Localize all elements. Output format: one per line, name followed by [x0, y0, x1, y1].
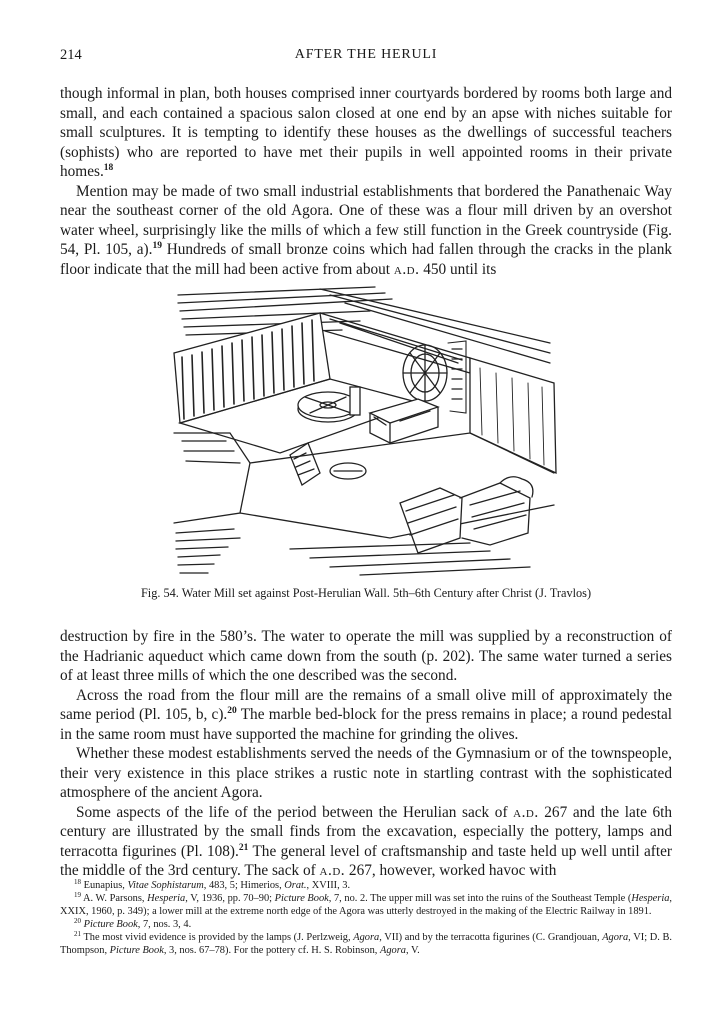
paragraph-olive-mill: Across the road from the flour mill are the remains of a small olive mill of approximately the same period (Pl. 105, b, c).$^{20}$ The marble bed-block for the press remains in place; a round pedestal in the same room must have supported the machine for grinding the olives.	[60, 686, 672, 743]
footnotes	[60, 880, 672, 957]
running-title: AFTER THE HERULI	[294, 47, 438, 62]
footnote-20: $^{20}$ Picture Book, 7, nos. 3, 4.	[74, 916, 192, 930]
footnote-19: $^{19}$ A. W. Parsons, Hesperia, V, 1936, pp. 70–90; Picture Book, 7, no. 2. The upper mill was set into the ruins of the Southeast Temple (Hesperia, XXIX, 1960, p. 349); a lower mill at the extreme north edge of the Agora was utterly destroyed in the making of the Electric Railway in 1891.	[60, 890, 673, 917]
paragraph-destruction: destruction by fire in the 580’s. The water to operate the mill was supplied by a reconstruction of the Hadrianic aqueduct which came down from the south (p. 202). The same water turned a series of at least three mills of which the one described was the second.	[60, 628, 672, 684]
page-number: 214	[60, 47, 82, 63]
footnote-ref-21: 21	[238, 842, 249, 853]
body-text-top	[60, 84, 672, 279]
paragraph-small-finds: Some aspects of the life of the period between the Herulian sack of a.d. 267 and the late 6th century are illustrated by the small finds from the excavation, especially the pottery, lamps and terracotta figurines (Pl. 108).$^{21}$ The general level of craftsmanship and taste held up well until after the middle of the 3rd century. The sack of a.d. 267, however, worked havoc with	[60, 803, 672, 879]
footnote-18: $^{18}$ Eunapius, Vitae Sophistarum, 483, 5; Himerios, Orat., XVIII, 3.	[74, 878, 351, 891]
footnote-ref-20: 20	[227, 706, 237, 716]
page-header	[60, 47, 672, 67]
body-text-bottom	[60, 627, 672, 881]
paragraph-houses: though informal in plan, both houses comprised inner courtyards bordered by rooms both large and small, and each contained a spacious salon closed at one end by an apse with niches suitable for small sculptures. It is tempting to identify these houses as the dwellings of successful teachers (sophists) who are reported to have met their pupils in well appointed rooms in their private homes.$^{18}$	[60, 85, 672, 180]
water-mill-illustration	[170, 283, 562, 581]
footnote-ref-19: 19	[152, 241, 162, 251]
figure-caption: Fig. 54. Water Mill set against Post-Herulian Wall. 5th–6th Century after Christ (J. Travlos)	[140, 586, 592, 600]
paragraph-establishments: Whether these modest establishments served the needs of the Gymnasium or of the townspeople, their very existence in this place strikes a rustic note in startling contrast with the sophisticated atmosphere of the ancient Agora.	[60, 745, 672, 801]
footnote-ref-18: 18	[103, 163, 114, 173]
footnote-21: $^{21}$ The most vivid evidence is provided by the lamps (J. Perlzweig, Agora, VII) and by the terracotta figurines (C. Grandjouan, Agora, VI; D. B. Thompson, Picture Book, 3, nos. 67–78). For the pottery cf. H. S. Robinson, Agora, V.	[60, 929, 672, 956]
paragraph-mills: Mention may be made of two small industrial establishments that bordered the Panathenaic Way near the southeast corner of the old Agora. One of these was a flour mill driven by an overshot water wheel, surprisingly like the mills of which a few still function in the Greek countryside (Fig. 54, Pl. 105, a).$^{19}$ Hundreds of small bronze coins which had fallen through the cracks in the plank floor indicate that the mill had been active from about a.d. 450 until its	[60, 182, 672, 278]
